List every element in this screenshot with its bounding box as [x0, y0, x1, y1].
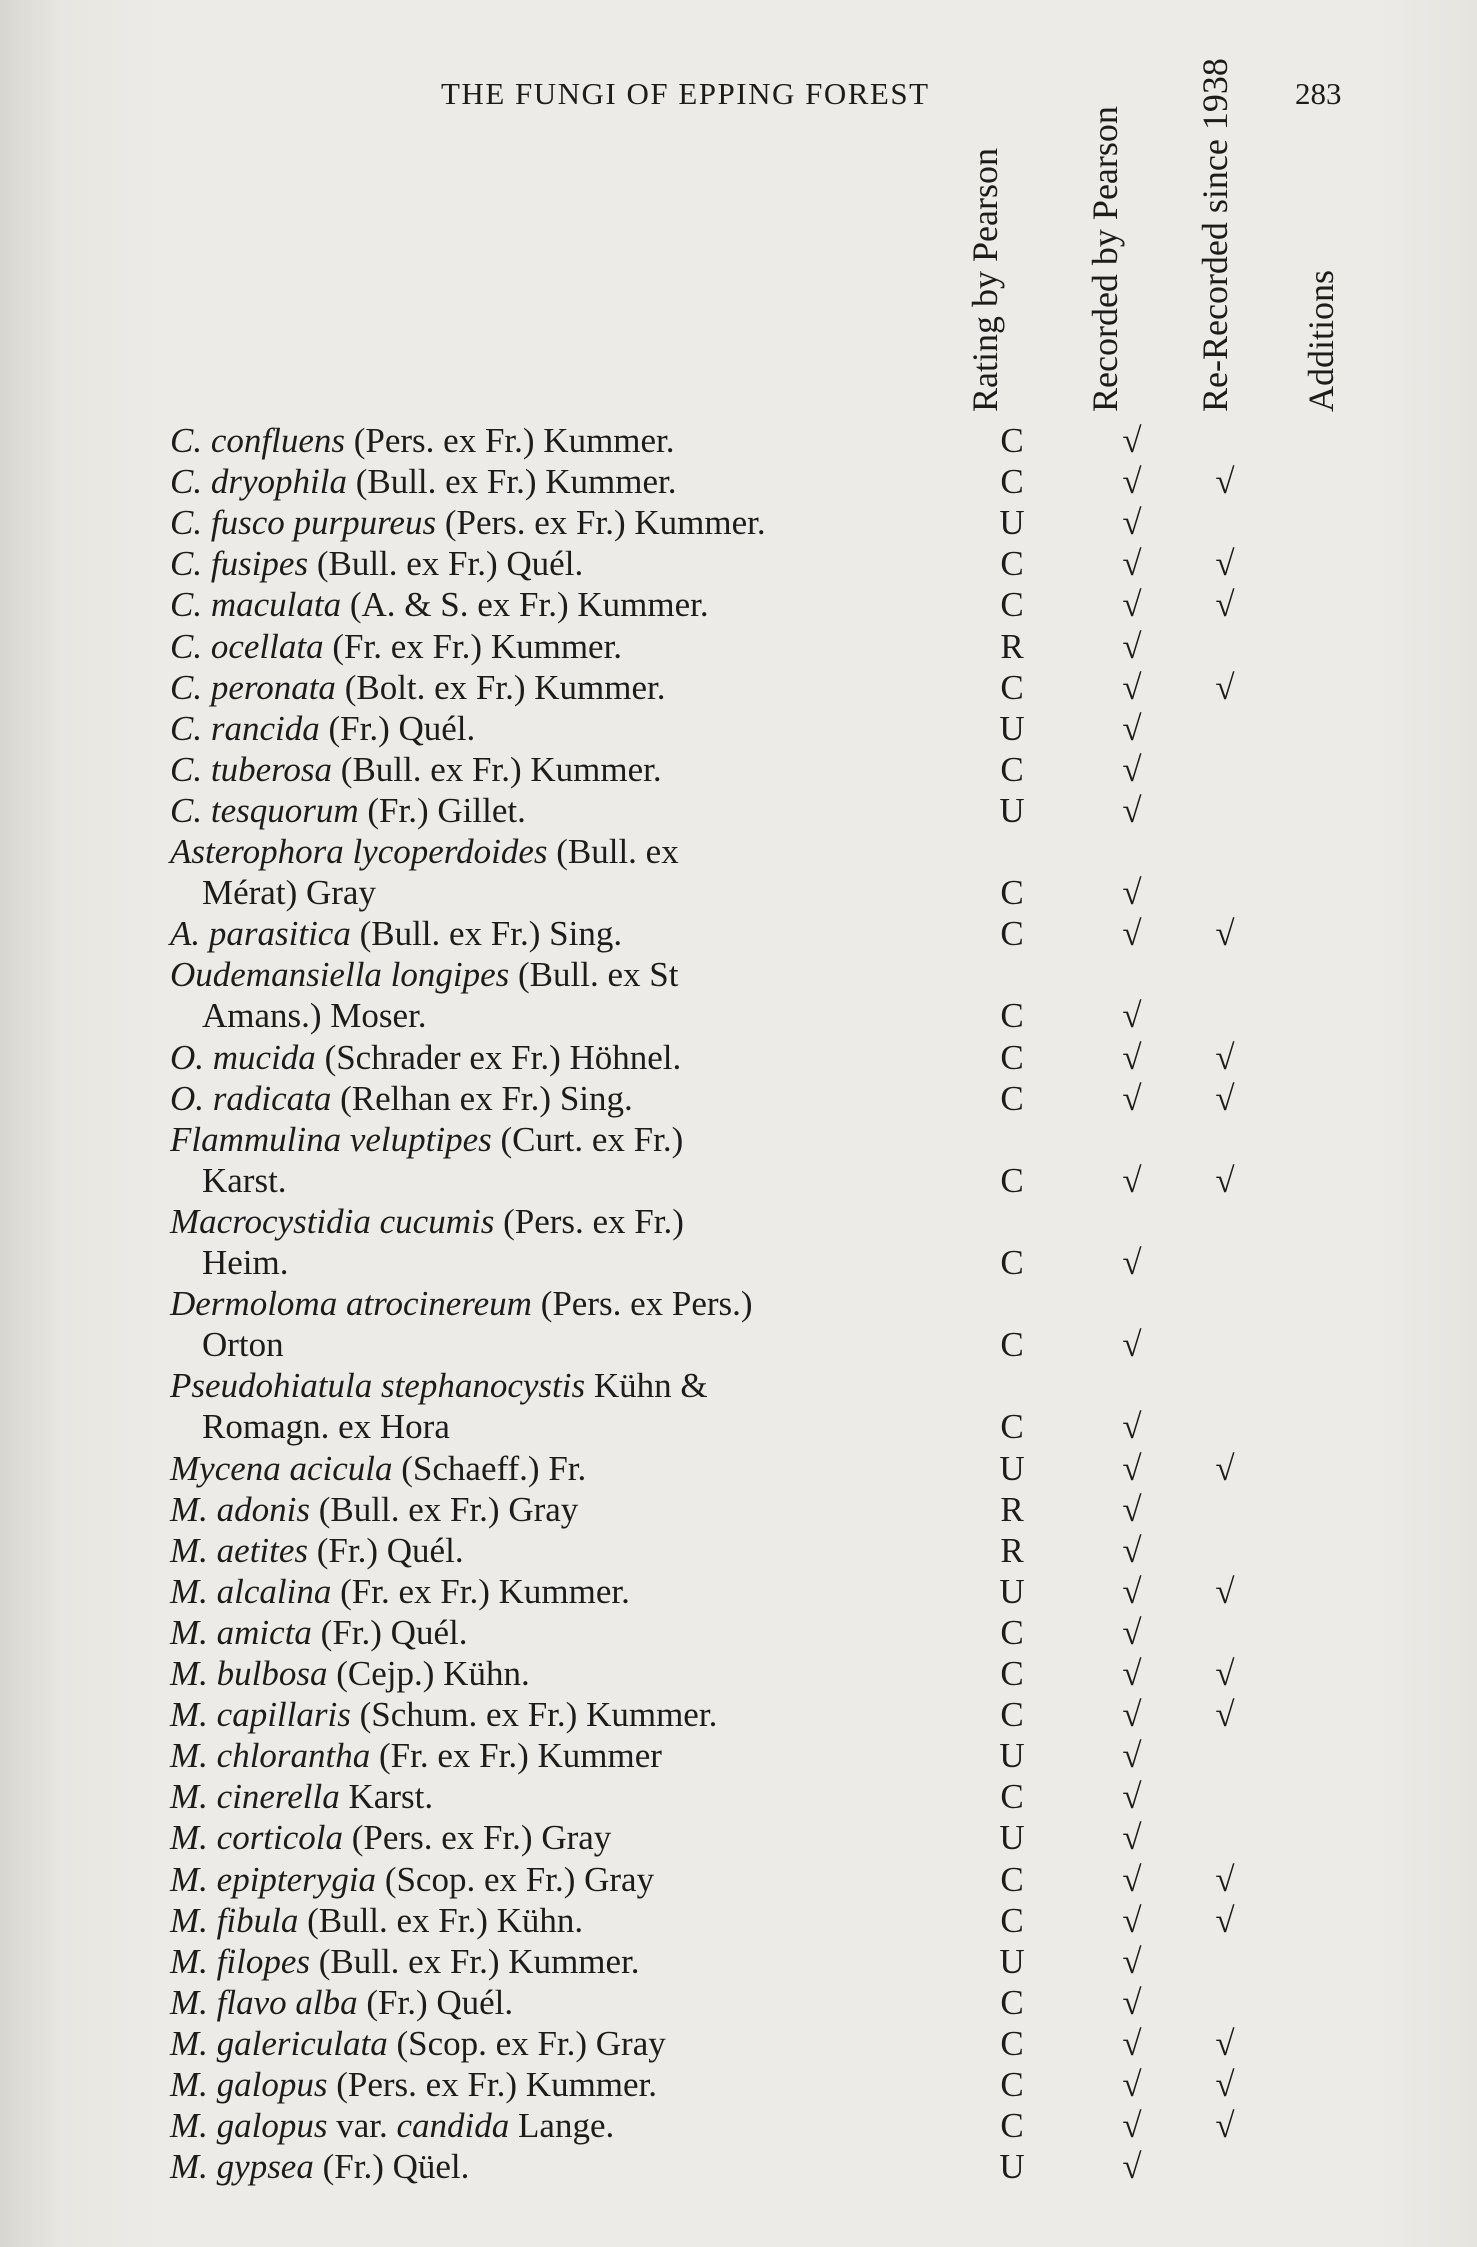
species-authority: (Fr. ex Fr.) Kummer: [370, 1736, 662, 1776]
rating-cell: U: [999, 1571, 1025, 1611]
rating-cell: C: [1000, 873, 1024, 913]
species-binomial: M. alcalina: [170, 1571, 332, 1611]
rating-cell: C: [1000, 421, 1024, 460]
species-authority: (Bull. ex Fr.) Sing.: [350, 914, 623, 954]
table-row: [0, 1901, 1477, 1943]
species-authority: Karst.: [202, 1160, 287, 1200]
species-binomial: Asterophora lycoperdoides: [170, 832, 548, 871]
species-name: [170, 1449, 586, 1489]
table-row: [0, 2024, 1477, 2066]
species-binomial: M. aetites: [170, 1530, 309, 1570]
table-row: [0, 585, 1477, 627]
species-binomial: M. amicta: [170, 1612, 312, 1652]
species-authority: (Relhan ex Fr.) Sing.: [331, 1078, 633, 1118]
species-authority: (Schrader ex Fr.) Höhnel.: [315, 1037, 682, 1077]
rerecorded-cell: √: [1215, 1654, 1235, 1693]
species-binomial: Macrocystidia cucumis: [170, 1201, 495, 1241]
rerecorded-cell: √: [1215, 1078, 1235, 1118]
recorded-cell: √: [1122, 2065, 1142, 2104]
species-name: [170, 2024, 666, 2064]
species-authority: Heim.: [202, 1243, 289, 1282]
species-authority: (Fr.) Qüel.: [313, 2147, 470, 2187]
species-name: [170, 1079, 633, 1119]
recorded-cell: √: [1122, 749, 1142, 789]
table-row: [0, 2106, 1477, 2148]
species-name: [170, 462, 677, 502]
rerecorded-cell: √: [1215, 462, 1235, 502]
rating-cell: C: [1000, 462, 1024, 502]
species-authority: (Fr. ex Fr.) Kummer.: [323, 626, 623, 666]
species-name: [202, 1243, 289, 1283]
recorded-cell: √: [1122, 1407, 1142, 1447]
table-row: [0, 503, 1477, 545]
species-binomial: C. fusipes: [170, 544, 309, 584]
table-row: [0, 1572, 1477, 1614]
rating-cell: U: [999, 790, 1025, 830]
recorded-cell: √: [1122, 1941, 1142, 1981]
rating-cell: U: [999, 1736, 1025, 1776]
rerecorded-cell: √: [1215, 1859, 1235, 1899]
species-name: [170, 668, 666, 708]
table-row: [0, 1202, 1477, 1244]
species-binomial: M. adonis: [170, 1489, 310, 1529]
table-row: [0, 1284, 1477, 1326]
table-row: [0, 955, 1477, 997]
rating-cell: R: [1000, 1489, 1024, 1529]
species-authority: (Fr.) Gillet.: [358, 790, 526, 830]
recorded-cell: √: [1122, 2023, 1142, 2063]
species-binomial: M. bulbosa: [170, 1654, 328, 1693]
table-row: [0, 1736, 1477, 1778]
species-authority: (Scop. ex Fr.) Gray: [387, 2023, 666, 2063]
table-row: [0, 996, 1477, 1038]
column-header-additions: Additions: [1301, 269, 1341, 412]
table-row: [0, 1983, 1477, 2025]
rating-cell: U: [999, 1941, 1025, 1981]
rating-cell: C: [1000, 1407, 1024, 1447]
species-authority: (Scop. ex Fr.) Gray: [376, 1859, 655, 1899]
recorded-cell: √: [1122, 1243, 1142, 1282]
species-name: [170, 421, 675, 461]
rating-cell: C: [1000, 1900, 1024, 1940]
species-name: [170, 1202, 684, 1242]
rating-cell: C: [1000, 2023, 1024, 2063]
species-name: [170, 503, 766, 543]
species-authority: (Bull. ex Fr.) Kummer.: [309, 1941, 640, 1981]
recorded-cell: √: [1122, 503, 1142, 543]
species-name: [202, 1161, 287, 1201]
species-authority: (Schum. ex Fr.) Kummer.: [350, 1695, 718, 1735]
rating-cell: U: [999, 708, 1025, 748]
table-row: [0, 1777, 1477, 1819]
rerecorded-cell: √: [1215, 544, 1235, 584]
species-variety: candida: [396, 2106, 510, 2146]
species-authority: (Bull. ex Fr.) Kühn.: [298, 1900, 584, 1940]
table-row: [0, 1449, 1477, 1491]
species-binomial: O. radicata: [170, 1078, 332, 1118]
species-authority: (Pers. ex Fr.) Gray: [343, 1818, 612, 1858]
species-name: [170, 1942, 640, 1982]
species-name: [170, 1613, 467, 1653]
rating-cell: C: [1000, 1654, 1024, 1693]
table-row: [0, 544, 1477, 586]
species-binomial: M. galopus: [170, 2065, 328, 2104]
table-row: [0, 1325, 1477, 1367]
species-name: [170, 1695, 717, 1735]
species-authority: (Bull. ex Fr.) Gray: [310, 1489, 579, 1529]
recorded-cell: √: [1122, 462, 1142, 502]
species-authority: (Bolt. ex Fr.) Kummer.: [335, 667, 666, 707]
rating-cell: C: [1000, 2065, 1024, 2104]
rerecorded-cell: √: [1215, 2065, 1235, 2104]
table-row: [0, 1860, 1477, 1902]
table-row: [0, 914, 1477, 956]
species-binomial: M. galericulata: [170, 2023, 388, 2063]
species-authority: Kühn &: [585, 1366, 708, 1406]
recorded-cell: √: [1122, 1571, 1142, 1611]
species-authority: (Pers. ex Pers.): [531, 1284, 753, 1324]
page-number: 283: [1295, 76, 1342, 111]
species-binomial: M. epipterygia: [170, 1859, 377, 1899]
species-binomial: A. parasitica: [170, 914, 351, 954]
recorded-cell: √: [1122, 2147, 1142, 2187]
rating-cell: C: [1000, 996, 1024, 1036]
rating-cell: C: [1000, 1982, 1024, 2022]
species-name: [170, 1983, 513, 2023]
column-header-recorded: Recorded by Pearson: [1085, 106, 1125, 412]
rerecorded-cell: √: [1215, 667, 1235, 707]
species-binomial: M. chlorantha: [170, 1736, 371, 1776]
species-name: [170, 1818, 611, 1858]
recorded-cell: √: [1122, 1078, 1142, 1118]
recorded-cell: √: [1122, 2106, 1142, 2146]
species-authority: (Fr.) Quél.: [311, 1612, 468, 1652]
rerecorded-cell: √: [1215, 2023, 1235, 2063]
table-row: [0, 2147, 1477, 2189]
species-binomial: C. dryophila: [170, 462, 347, 502]
rating-cell: C: [1000, 1325, 1024, 1365]
species-authority: Mérat) Gray: [202, 873, 376, 913]
recorded-cell: √: [1122, 1037, 1142, 1077]
species-name: [170, 544, 583, 584]
species-name: [170, 2106, 614, 2146]
species-name: [170, 2147, 469, 2187]
species-binomial: C. tuberosa: [170, 749, 333, 789]
table-row: [0, 709, 1477, 751]
species-authority: (Bull. ex: [547, 832, 679, 871]
rating-cell: C: [1000, 1859, 1024, 1899]
table-row: [0, 1490, 1477, 1532]
table-row: [0, 1120, 1477, 1162]
species-binomial: C. ocellata: [170, 626, 324, 666]
species-binomial: M. flavo alba: [170, 1982, 358, 2022]
species-name: [202, 1325, 284, 1365]
recorded-cell: √: [1122, 1325, 1142, 1365]
rating-cell: U: [999, 1448, 1025, 1488]
rating-cell: C: [1000, 1078, 1024, 1118]
species-authority: (Curt. ex Fr.): [491, 1119, 684, 1159]
species-name: [170, 1284, 753, 1324]
species-authority: (Fr.) Quél.: [308, 1530, 464, 1570]
table-row: [0, 873, 1477, 915]
rating-cell: C: [1000, 544, 1024, 584]
species-authority: Romagn. ex Hora: [202, 1407, 450, 1447]
recorded-cell: √: [1122, 585, 1142, 625]
rating-cell: U: [999, 503, 1025, 543]
table-row: [0, 462, 1477, 504]
table-row: [0, 750, 1477, 792]
species-binomial: C. tesquorum: [170, 790, 359, 830]
species-authority: (A. & S. ex Fr.) Kummer.: [341, 585, 709, 625]
table-row: [0, 1695, 1477, 1737]
species-authority: (Schaeff.) Fr.: [392, 1448, 587, 1488]
species-binomial: C. peronata: [170, 667, 336, 707]
recorded-cell: √: [1122, 1818, 1142, 1858]
species-name: [202, 1407, 450, 1447]
species-binomial: M. fibula: [170, 1900, 299, 1940]
species-name: [170, 1736, 662, 1776]
species-binomial: M. capillaris: [170, 1695, 351, 1735]
recorded-cell: √: [1122, 1530, 1142, 1570]
species-name: [170, 1777, 433, 1817]
table-row: [0, 668, 1477, 710]
recorded-cell: √: [1122, 790, 1142, 830]
recorded-cell: √: [1122, 1612, 1142, 1652]
species-binomial: O. mucida: [170, 1037, 316, 1077]
table-row: [0, 1366, 1477, 1408]
species-name: [170, 1038, 681, 1078]
rating-cell: R: [1000, 1530, 1024, 1570]
table-row: [0, 1942, 1477, 1984]
table-row: [0, 832, 1477, 874]
species-name: [170, 1901, 583, 1941]
recorded-cell: √: [1122, 1654, 1142, 1693]
species-authority: Orton: [202, 1325, 284, 1365]
species-authority: (Bull. ex Fr.) Kummer.: [332, 749, 662, 789]
rerecorded-cell: √: [1215, 1571, 1235, 1611]
recorded-cell: √: [1122, 626, 1142, 666]
species-name: [170, 914, 622, 954]
table-row: [0, 1407, 1477, 1449]
recorded-cell: √: [1122, 1777, 1142, 1817]
species-binomial: C. maculata: [170, 585, 342, 625]
rating-cell: C: [1000, 667, 1024, 707]
species-authority: Lange.: [509, 2106, 615, 2146]
species-binomial: M. corticola: [170, 1818, 344, 1858]
species-name: [170, 709, 475, 749]
running-header: [0, 76, 1477, 116]
rerecorded-cell: √: [1215, 1160, 1235, 1200]
recorded-cell: √: [1122, 996, 1142, 1036]
species-name: [170, 1531, 464, 1571]
rating-cell: C: [1000, 1695, 1024, 1735]
column-header-rating: Rating by Pearson: [965, 148, 1005, 412]
rerecorded-cell: √: [1215, 2106, 1235, 2146]
species-name: [170, 955, 678, 995]
species-authority: Karst.: [339, 1777, 434, 1817]
rating-cell: C: [1000, 1037, 1024, 1077]
species-name: [202, 873, 376, 913]
recorded-cell: √: [1122, 873, 1142, 913]
species-binomial: Oudemansiella longipes: [170, 955, 510, 995]
table-row: [0, 2065, 1477, 2107]
recorded-cell: √: [1122, 544, 1142, 584]
species-name: [170, 1654, 530, 1694]
rerecorded-cell: √: [1215, 1900, 1235, 1940]
species-binomial: C. fusco purpureus: [170, 503, 437, 543]
species-authority: (Pers. ex Fr.): [494, 1201, 684, 1241]
species-binomial: M. galopus: [170, 2106, 328, 2146]
species-name: [170, 2065, 657, 2105]
table-row: [0, 1161, 1477, 1203]
recorded-cell: √: [1122, 1900, 1142, 1940]
page-title: THE FUNGI OF EPPING FOREST: [441, 76, 930, 111]
recorded-cell: √: [1122, 1160, 1142, 1200]
species-name: [170, 1490, 578, 1530]
species-binomial: M. filopes: [170, 1941, 310, 1981]
recorded-cell: √: [1122, 1489, 1142, 1529]
species-binomial: C. confluens: [170, 421, 345, 460]
species-binomial: Pseudohiatula stephanocystis: [170, 1366, 586, 1406]
table-row: [0, 421, 1477, 463]
rating-cell: U: [999, 2147, 1025, 2187]
rating-cell: C: [1000, 585, 1024, 625]
species-name: [170, 1120, 683, 1160]
rating-cell: C: [1000, 1612, 1024, 1652]
species-name: [170, 1572, 630, 1612]
rating-cell: U: [999, 1818, 1025, 1858]
species-binomial: C. rancida: [170, 708, 320, 748]
table-row: [0, 1818, 1477, 1860]
species-binomial: Mycena acicula: [170, 1448, 393, 1488]
recorded-cell: √: [1122, 667, 1142, 707]
species-name: [170, 1860, 654, 1900]
species-name: [170, 627, 622, 667]
rating-cell: C: [1000, 1777, 1024, 1817]
recorded-cell: √: [1122, 1448, 1142, 1488]
recorded-cell: √: [1122, 914, 1142, 954]
rerecorded-cell: √: [1215, 1037, 1235, 1077]
species-name: [170, 1366, 708, 1406]
species-authority: var.: [327, 2106, 397, 2146]
species-authority: (Fr. ex Fr.) Kummer.: [331, 1571, 630, 1611]
species-authority: Amans.) Moser.: [202, 996, 427, 1036]
rerecorded-cell: √: [1215, 585, 1235, 625]
rerecorded-cell: √: [1215, 1695, 1235, 1735]
species-authority: (Bull. ex St: [509, 955, 679, 995]
recorded-cell: √: [1122, 1859, 1142, 1899]
table-row: [0, 1654, 1477, 1696]
recorded-cell: √: [1122, 1695, 1142, 1735]
rerecorded-cell: √: [1215, 914, 1235, 954]
table-row: [0, 1038, 1477, 1080]
species-name: [202, 996, 427, 1036]
rating-cell: C: [1000, 1160, 1024, 1200]
species-binomial: Flammulina veluptipes: [170, 1119, 492, 1159]
species-binomial: Dermoloma atrocinereum: [170, 1284, 532, 1324]
species-name: [170, 585, 709, 625]
species-name: [170, 832, 679, 872]
species-authority: (Bull. ex Fr.) Quél.: [308, 544, 584, 584]
species-binomial: M. cinerella: [170, 1777, 340, 1817]
table-row: [0, 791, 1477, 833]
species-authority: (Pers. ex Fr.) Kummer.: [327, 2065, 658, 2104]
species-authority: (Pers. ex Fr.) Kummer.: [436, 503, 766, 543]
table-row: [0, 1531, 1477, 1573]
species-binomial: M. gypsea: [170, 2147, 314, 2187]
table-row: [0, 627, 1477, 669]
table-row: [0, 1079, 1477, 1121]
species-authority: (Bull. ex Fr.) Kummer.: [346, 462, 677, 502]
rating-cell: C: [1000, 1243, 1024, 1282]
table-row: [0, 1613, 1477, 1655]
species-name: [170, 750, 662, 790]
species-authority: (Fr.) Quél.: [357, 1982, 514, 2022]
species-name: [170, 791, 526, 831]
recorded-cell: √: [1122, 1982, 1142, 2022]
species-authority: (Fr.) Quél.: [319, 708, 476, 748]
rating-cell: C: [1000, 2106, 1024, 2146]
species-authority: (Pers. ex Fr.) Kummer.: [344, 421, 675, 460]
table-row: [0, 1243, 1477, 1285]
recorded-cell: √: [1122, 708, 1142, 748]
rating-cell: R: [1000, 626, 1024, 666]
species-authority: (Cejp.) Kühn.: [327, 1654, 530, 1693]
rating-cell: C: [1000, 914, 1024, 954]
recorded-cell: √: [1122, 1736, 1142, 1776]
rating-cell: C: [1000, 749, 1024, 789]
rerecorded-cell: √: [1215, 1448, 1235, 1488]
column-header-rerecorded: Re-Recorded since 1938: [1195, 58, 1235, 412]
recorded-cell: √: [1122, 421, 1142, 460]
